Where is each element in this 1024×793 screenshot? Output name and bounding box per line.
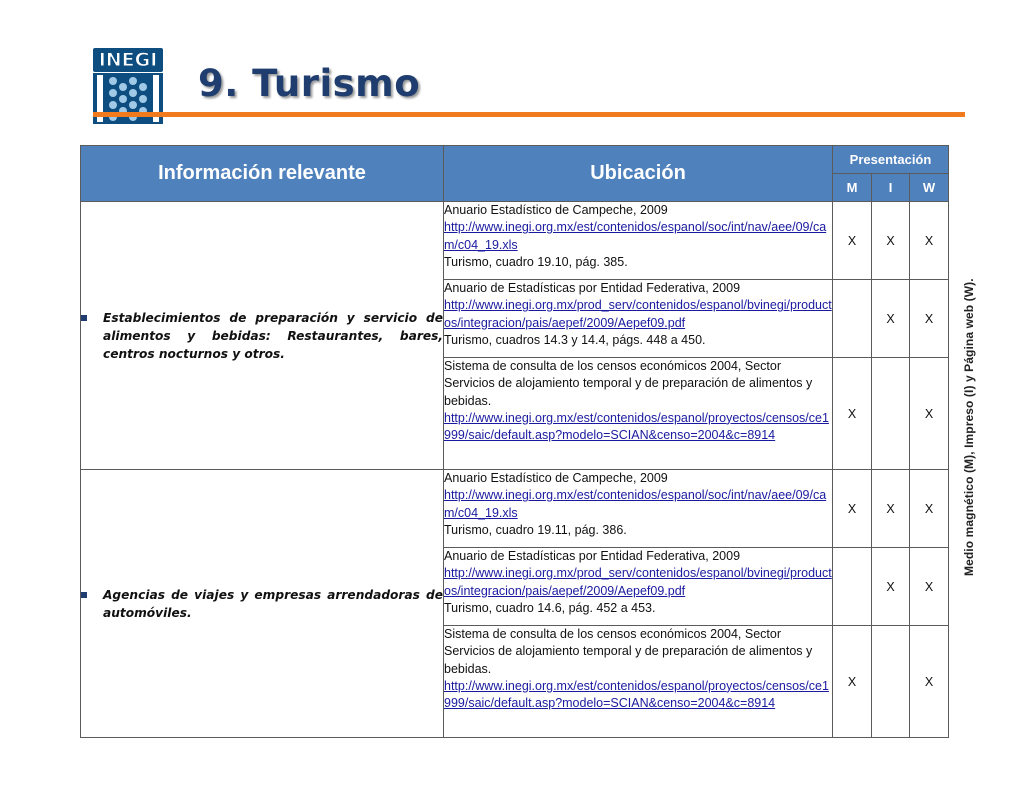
header-w: W: [910, 174, 949, 202]
mark-m: X: [833, 626, 872, 738]
source-title: Anuario de Estadísticas por Entidad Federativa, 2009: [444, 549, 741, 563]
mark-i: X: [872, 280, 910, 358]
legend-side-note: Medio magnético (M), Impreso (I) y Página web (W).: [962, 278, 976, 576]
source-detail: Turismo, cuadro 19.10, pág. 385.: [444, 254, 628, 269]
mark-i: X: [872, 202, 910, 280]
source-title: Anuario Estadístico de Campeche, 2009: [444, 203, 668, 217]
info-cell: [81, 470, 444, 738]
mark-m: X: [833, 358, 872, 470]
header-m: M: [833, 174, 872, 202]
location-cell: [444, 470, 833, 548]
source-link[interactable]: http://www.inegi.org.mx/prod_serv/contenidos/espanol/bvinegi/productos/integracion/pais/aepef/2009/Aepef09.pdf: [444, 298, 832, 330]
location-cell: [444, 626, 833, 738]
source-link[interactable]: http://www.inegi.org.mx/prod_serv/contenidos/espanol/bvinegi/productos/integracion/pais/aepef/2009/Aepef09.pdf: [444, 566, 832, 598]
header-ubicacion: Ubicación: [444, 146, 833, 202]
mark-m: X: [833, 202, 872, 280]
source-link[interactable]: http://www.inegi.org.mx/est/contenidos/espanol/proyectos/censos/ce1999/saic/default.asp?modelo=SCIAN&censo=2004&c=8914: [444, 678, 829, 711]
source-detail: Turismo, cuadros 14.3 y 14.4, págs. 448 a 450.: [444, 332, 706, 347]
info-text: Establecimientos de preparación y servicio de alimentos y bebidas: Restaurantes, bares, centros nocturnos y otros.: [103, 310, 443, 361]
location-cell: [444, 280, 833, 358]
table-row: [81, 202, 949, 280]
source-title: Sistema de consulta de los censos económicos 2004, Sector Servicios de alojamiento temporal y de preparación de alimentos y bebidas.: [444, 627, 813, 676]
location-cell: [444, 358, 833, 470]
mark-i: [872, 626, 910, 738]
bullet-square-icon: [81, 592, 87, 598]
header-presentacion: Presentación: [833, 146, 949, 174]
tourism-info-table: [80, 145, 949, 738]
mark-w: X: [910, 548, 949, 626]
mark-m: X: [833, 470, 872, 548]
logo-text: INEGI: [93, 48, 163, 72]
header-informacion: Información relevante: [81, 146, 444, 202]
mark-m: [833, 280, 872, 358]
header-i: I: [872, 174, 910, 202]
mark-i: X: [872, 548, 910, 626]
header-divider: [93, 112, 965, 117]
source-link[interactable]: http://www.inegi.org.mx/est/contenidos/espanol/proyectos/censos/ce1999/saic/default.asp?modelo=SCIAN&censo=2004&c=8914: [444, 410, 829, 443]
page-title: 9. Turismo: [198, 62, 421, 105]
source-title: Anuario de Estadísticas por Entidad Federativa, 2009: [444, 281, 741, 295]
mark-w: X: [910, 470, 949, 548]
bullet-square-icon: [81, 315, 87, 321]
mark-w: X: [910, 202, 949, 280]
info-cell: [81, 202, 444, 470]
mark-w: X: [910, 358, 949, 470]
mark-i: X: [872, 470, 910, 548]
mark-w: X: [910, 280, 949, 358]
source-detail: Turismo, cuadro 19.11, pág. 386.: [444, 522, 627, 537]
source-detail: Turismo, cuadro 14.6, pág. 452 a 453.: [444, 600, 656, 615]
mark-w: X: [910, 626, 949, 738]
table-row: [81, 470, 949, 548]
source-title: Sistema de consulta de los censos económicos 2004, Sector Servicios de alojamiento temporal y de preparación de alimentos y bebidas.: [444, 359, 813, 408]
location-cell: [444, 548, 833, 626]
source-title: Anuario Estadístico de Campeche, 2009: [444, 471, 668, 485]
source-link[interactable]: http://www.inegi.org.mx/est/contenidos/espanol/soc/int/nav/aee/09/cam/c04_19.xls: [444, 220, 827, 252]
location-cell: [444, 202, 833, 280]
info-text: Agencias de viajes y empresas arrendadoras de automóviles.: [103, 587, 443, 620]
source-link[interactable]: http://www.inegi.org.mx/est/contenidos/espanol/soc/int/nav/aee/09/cam/c04_19.xls: [444, 488, 827, 520]
mark-i: [872, 358, 910, 470]
mark-m: [833, 548, 872, 626]
